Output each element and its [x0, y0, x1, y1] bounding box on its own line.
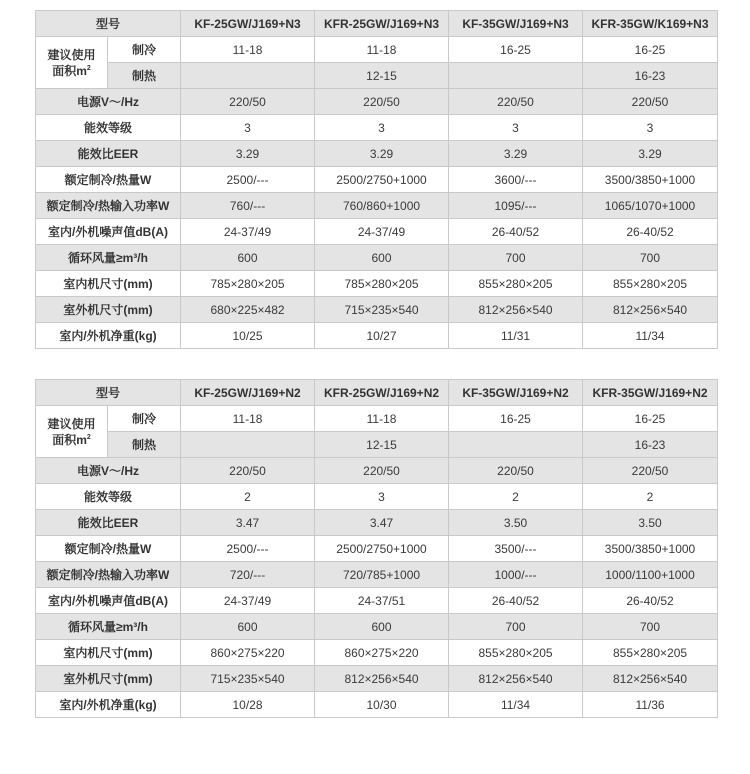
row-label: 能效比EER: [36, 141, 181, 167]
cell: 11-18: [315, 406, 449, 432]
cell: 2500/---: [181, 167, 315, 193]
row-label: 室内/外机净重(kg): [36, 323, 181, 349]
cell: 3: [181, 115, 315, 141]
cell: 2: [181, 484, 315, 510]
cell: 3500/---: [449, 536, 583, 562]
cell: 700: [583, 614, 718, 640]
area-cool-row: [36, 406, 718, 432]
row-label: 室内/外机噪声值dB(A): [36, 219, 181, 245]
cell: 715×235×540: [315, 297, 449, 323]
cell: 600: [181, 245, 315, 271]
table-row: [36, 562, 718, 588]
cell: 1065/1070+1000: [583, 193, 718, 219]
model-name: KFR-25GW/J169+N3: [315, 11, 449, 37]
row-label: 室外机尺寸(mm): [36, 666, 181, 692]
cell: 2500/---: [181, 536, 315, 562]
cell: 220/50: [583, 458, 718, 484]
row-label: 室内机尺寸(mm): [36, 640, 181, 666]
spec-table-n3: [35, 10, 718, 349]
row-label: 能效比EER: [36, 510, 181, 536]
table-row: [36, 219, 718, 245]
cell: 12-15: [315, 63, 449, 89]
area-group-label: [36, 37, 108, 89]
cell: 812×256×540: [449, 297, 583, 323]
cell: 26-40/52: [449, 219, 583, 245]
cell: 760/---: [181, 193, 315, 219]
row-label: 能效等级: [36, 115, 181, 141]
model-label: 型号: [36, 11, 181, 37]
cell: 3.47: [315, 510, 449, 536]
cell: 11-18: [181, 37, 315, 63]
model-name: KFR-35GW/J169+N2: [583, 380, 718, 406]
cell: 600: [315, 245, 449, 271]
cell: 24-37/49: [315, 219, 449, 245]
cell: 3600/---: [449, 167, 583, 193]
cool-label: 制冷: [108, 406, 181, 432]
model-name: KFR-35GW/K169+N3: [583, 11, 718, 37]
cell: 10/30: [315, 692, 449, 718]
row-label: 额定制冷/热输入功率W: [36, 193, 181, 219]
header-row: [36, 380, 718, 406]
table-row: [36, 141, 718, 167]
row-label: 室内/外机净重(kg): [36, 692, 181, 718]
heat-label: 制热: [108, 63, 181, 89]
cool-label: 制冷: [108, 37, 181, 63]
cell: 3.50: [583, 510, 718, 536]
cell: 700: [449, 245, 583, 271]
cell: 220/50: [181, 89, 315, 115]
model-name: KF-35GW/J169+N3: [449, 11, 583, 37]
model-name: KFR-25GW/J169+N2: [315, 380, 449, 406]
table-row: [36, 271, 718, 297]
cell: 855×280×205: [583, 640, 718, 666]
cell: 812×256×540: [315, 666, 449, 692]
row-label: 电源V～/Hz: [36, 89, 181, 115]
table-row: [36, 640, 718, 666]
cell: 11/34: [449, 692, 583, 718]
cell: 812×256×540: [583, 666, 718, 692]
row-label: 室内/外机噪声值dB(A): [36, 588, 181, 614]
cell: [449, 63, 583, 89]
cell: 1000/1100+1000: [583, 562, 718, 588]
cell: 3.29: [583, 141, 718, 167]
cell: 16-23: [583, 432, 718, 458]
cell: 24-37/49: [181, 219, 315, 245]
cell: 10/28: [181, 692, 315, 718]
cell: 855×280×205: [449, 640, 583, 666]
table-row: [36, 484, 718, 510]
area-heat-row: [36, 432, 718, 458]
row-label: 电源V～/Hz: [36, 458, 181, 484]
table-row: [36, 614, 718, 640]
cell: 11/36: [583, 692, 718, 718]
cell: 220/50: [315, 458, 449, 484]
area-label-line1: 建议使用: [47, 416, 96, 431]
table-row: [36, 458, 718, 484]
table-row: [36, 323, 718, 349]
cell: 855×280×205: [449, 271, 583, 297]
table-row: [36, 536, 718, 562]
cell: 855×280×205: [583, 271, 718, 297]
cell: 16-25: [583, 37, 718, 63]
model-name: KF-35GW/J169+N2: [449, 380, 583, 406]
cell: 26-40/52: [449, 588, 583, 614]
cell: 812×256×540: [449, 666, 583, 692]
cell: 11/31: [449, 323, 583, 349]
cell: 600: [181, 614, 315, 640]
cell: 16-23: [583, 63, 718, 89]
header-row: [36, 11, 718, 37]
table-row: [36, 692, 718, 718]
cell: 3.29: [181, 141, 315, 167]
cell: [449, 432, 583, 458]
cell: 24-37/49: [181, 588, 315, 614]
heat-label: 制热: [108, 432, 181, 458]
cell: 3.29: [315, 141, 449, 167]
row-label: 额定制冷/热量W: [36, 536, 181, 562]
table-row: [36, 588, 718, 614]
cell: 860×275×220: [315, 640, 449, 666]
model-name: KF-25GW/J169+N3: [181, 11, 315, 37]
cell: 26-40/52: [583, 219, 718, 245]
cell: 3.29: [449, 141, 583, 167]
cell: 715×235×540: [181, 666, 315, 692]
cell: 760/860+1000: [315, 193, 449, 219]
area-label-line1: 建议使用: [47, 47, 96, 62]
cell: 3: [449, 115, 583, 141]
row-label: 室内机尺寸(mm): [36, 271, 181, 297]
cell: 220/50: [449, 458, 583, 484]
cell: 26-40/52: [583, 588, 718, 614]
area-label-line2: 面积m: [52, 432, 87, 447]
row-label: 能效等级: [36, 484, 181, 510]
cell: 680×225×482: [181, 297, 315, 323]
cell: 10/25: [181, 323, 315, 349]
cell: 3500/3850+1000: [583, 167, 718, 193]
cell: 700: [449, 614, 583, 640]
table-row: [36, 167, 718, 193]
cell: 220/50: [181, 458, 315, 484]
cell: 1095/---: [449, 193, 583, 219]
cell: 1000/---: [449, 562, 583, 588]
area-heat-row: [36, 63, 718, 89]
row-label: 循环风量≥m³/h: [36, 245, 181, 271]
area-label-sup: 2: [86, 433, 91, 441]
cell: 11-18: [315, 37, 449, 63]
table-row: [36, 666, 718, 692]
row-label: 循环风量≥m³/h: [36, 614, 181, 640]
cell: 220/50: [449, 89, 583, 115]
cell: 220/50: [315, 89, 449, 115]
cell: 16-25: [583, 406, 718, 432]
area-cool-row: [36, 37, 718, 63]
cell: 10/27: [315, 323, 449, 349]
cell: 2: [449, 484, 583, 510]
cell: 785×280×205: [181, 271, 315, 297]
cell: 2500/2750+1000: [315, 536, 449, 562]
area-label-sup: 2: [86, 64, 91, 72]
cell: 2: [583, 484, 718, 510]
table-row: [36, 115, 718, 141]
cell: 220/50: [583, 89, 718, 115]
row-label: 额定制冷/热量W: [36, 167, 181, 193]
cell: 24-37/51: [315, 588, 449, 614]
cell: 600: [315, 614, 449, 640]
cell: 785×280×205: [315, 271, 449, 297]
row-label: 室外机尺寸(mm): [36, 297, 181, 323]
table-row: [36, 89, 718, 115]
cell: 3.50: [449, 510, 583, 536]
cell: 720/785+1000: [315, 562, 449, 588]
cell: 11/34: [583, 323, 718, 349]
cell: 3.47: [181, 510, 315, 536]
cell: 3: [315, 484, 449, 510]
cell: 16-25: [449, 37, 583, 63]
table-row: [36, 193, 718, 219]
area-label-line2: 面积m: [52, 63, 87, 78]
model-name: KF-25GW/J169+N2: [181, 380, 315, 406]
cell: 3: [315, 115, 449, 141]
table-row: [36, 245, 718, 271]
cell: 3: [583, 115, 718, 141]
cell: 16-25: [449, 406, 583, 432]
cell: 11-18: [181, 406, 315, 432]
cell: 720/---: [181, 562, 315, 588]
area-group-label: [36, 406, 108, 458]
cell: 2500/2750+1000: [315, 167, 449, 193]
table-row: [36, 297, 718, 323]
row-label: 额定制冷/热输入功率W: [36, 562, 181, 588]
model-label: 型号: [36, 380, 181, 406]
spec-table-n2: [35, 379, 718, 718]
cell: 3500/3850+1000: [583, 536, 718, 562]
cell: 860×275×220: [181, 640, 315, 666]
cell: 700: [583, 245, 718, 271]
cell: [181, 432, 315, 458]
cell: 812×256×540: [583, 297, 718, 323]
cell: 12-15: [315, 432, 449, 458]
table-row: [36, 510, 718, 536]
cell: [181, 63, 315, 89]
